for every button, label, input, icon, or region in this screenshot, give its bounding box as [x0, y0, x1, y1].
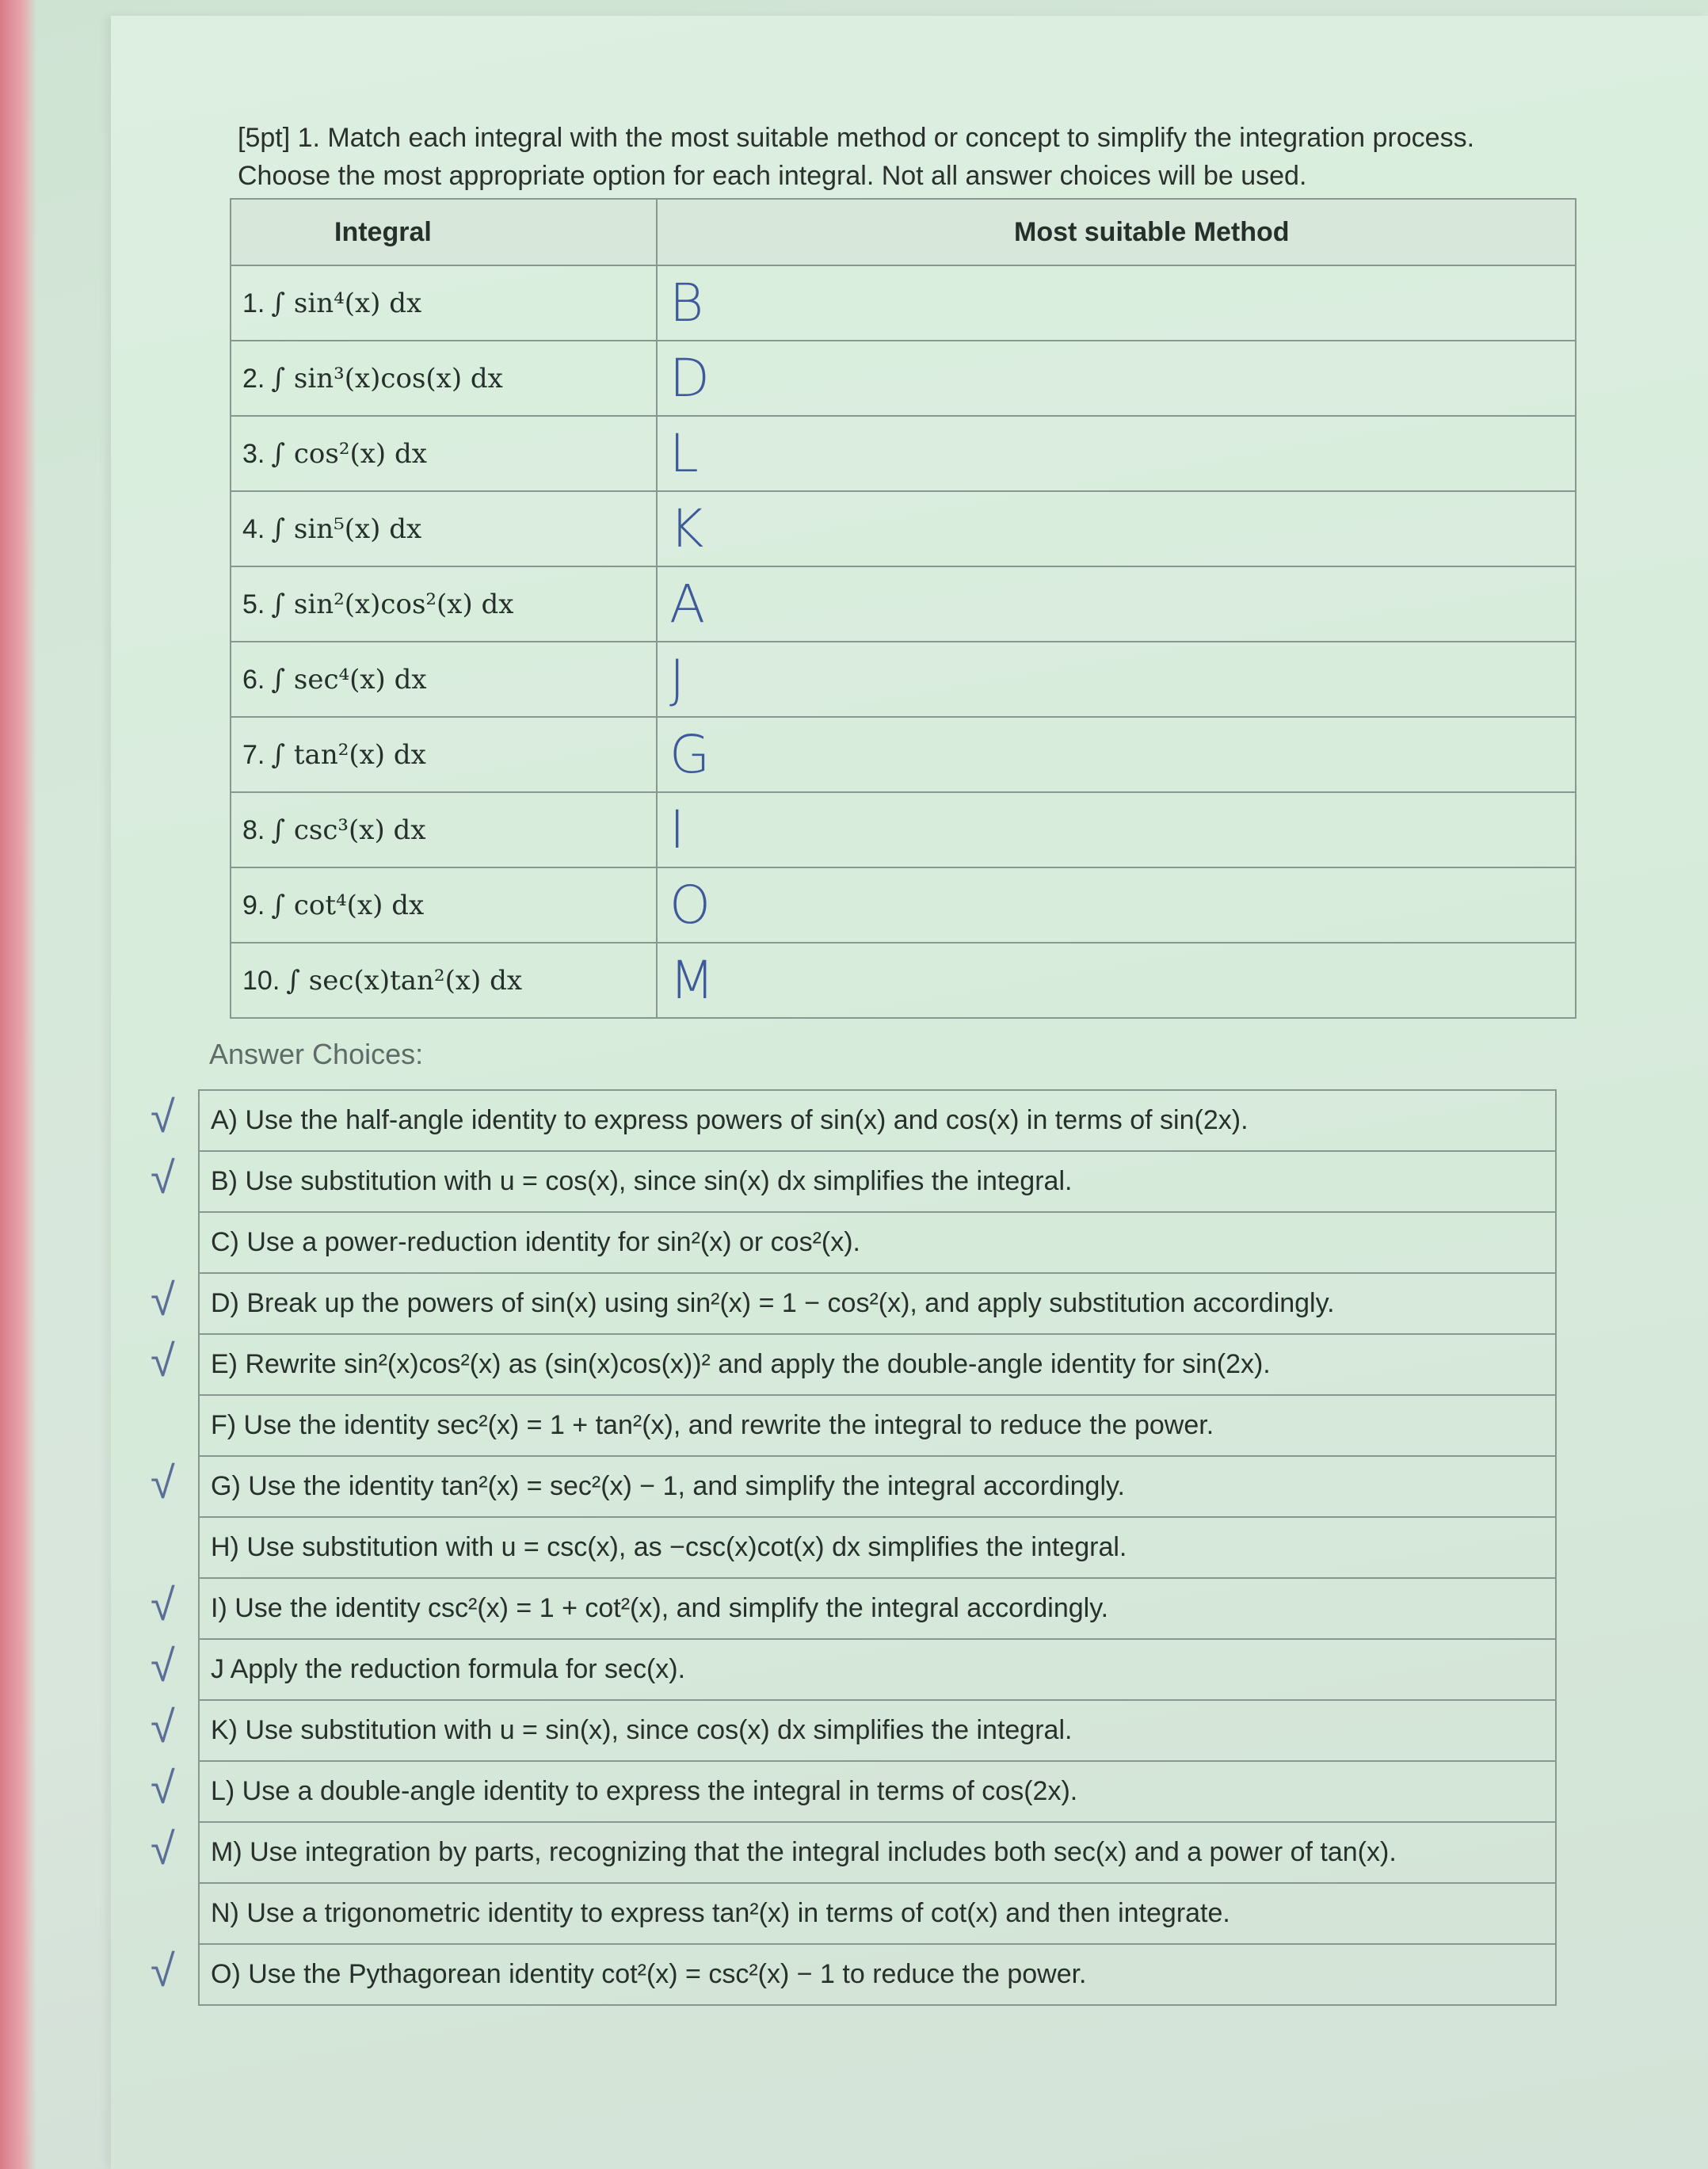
choice-row	[199, 1700, 1556, 1761]
choice-row	[199, 1273, 1556, 1334]
choice-row	[199, 1822, 1556, 1883]
choice-row	[199, 1517, 1556, 1578]
integral-number: 8.	[242, 814, 265, 845]
integral-cell	[231, 265, 657, 341]
handwritten-answer: G	[669, 724, 711, 785]
check-mark-icon: √	[151, 1763, 175, 1814]
method-cell[interactable]	[657, 416, 1576, 491]
check-mark-icon: √	[151, 1336, 175, 1387]
choice-text: K) Use substitution with u = sin(x), since cos(x) dx simplifies the integral.	[199, 1700, 1556, 1761]
check-mark-icon: √	[151, 1153, 175, 1204]
integral-expression: ∫ cot⁴(x) dx	[271, 889, 425, 921]
method-cell[interactable]	[657, 491, 1576, 566]
choice-text: F) Use the identity sec²(x) = 1 + tan²(x), and rewrite the integral to reduce the power.	[199, 1395, 1556, 1456]
choice-text: A) Use the half-angle identity to express powers of sin(x) and cos(x) in terms of sin(2x).	[199, 1090, 1556, 1151]
integral-number: 1.	[242, 288, 265, 318]
choice-row	[199, 1761, 1556, 1822]
choice-text: I) Use the identity csc²(x) = 1 + cot²(x), and simplify the integral accordingly.	[199, 1578, 1556, 1639]
answer-choices-table	[198, 1089, 1557, 2006]
choice-text: H) Use substitution with u = csc(x), as −csc(x)cot(x) dx simplifies the integral.	[199, 1517, 1556, 1578]
integral-table	[230, 198, 1576, 1019]
integral-row	[231, 943, 1576, 1018]
integral-cell	[231, 491, 657, 566]
integral-expression: ∫ csc³(x) dx	[271, 814, 426, 846]
integral-cell	[231, 341, 657, 416]
integral-expression: ∫ sin⁴(x) dx	[271, 287, 422, 319]
choice-text: J Apply the reduction formula for sec(x).	[199, 1639, 1556, 1700]
integral-number: 7.	[242, 739, 265, 770]
handwritten-answer: A	[669, 574, 707, 635]
integral-row	[231, 867, 1576, 943]
choice-row	[199, 1090, 1556, 1151]
integral-table-header	[231, 199, 1576, 265]
choice-text: D) Break up the powers of sin(x) using sin²(x) = 1 − cos²(x), and apply substitution accordingly.	[199, 1273, 1556, 1334]
integral-cell	[231, 792, 657, 867]
integral-row	[231, 416, 1576, 491]
integral-row	[231, 717, 1576, 792]
choice-row	[199, 1395, 1556, 1456]
integral-number: 4.	[242, 513, 265, 544]
desk-edge	[0, 0, 36, 2169]
integral-row	[231, 566, 1576, 642]
integral-expression: ∫ sin³(x)cos(x) dx	[271, 362, 503, 395]
integral-expression: ∫ cos²(x) dx	[271, 437, 427, 470]
method-cell[interactable]	[657, 867, 1576, 943]
question-text: [5pt] 1. Match each integral with the most suitable method or concept to simplify the integration process. Choose the most appropriate option for each integral. Not all answer choices will be used.	[238, 123, 1475, 191]
answer-choices-label: Answer Choices:	[209, 1038, 424, 1070]
choice-row	[199, 1578, 1556, 1639]
integral-row	[231, 792, 1576, 867]
integral-expression: ∫ sec⁴(x) dx	[271, 663, 427, 696]
check-marks	[119, 1089, 198, 2016]
handwritten-answer: J	[669, 649, 686, 710]
integral-number: 10.	[242, 965, 280, 996]
integral-expression: ∫ tan²(x) dx	[271, 738, 426, 771]
integral-number: 3.	[242, 438, 265, 469]
handwritten-answer: M	[669, 950, 715, 1011]
check-mark-icon: √	[151, 1946, 175, 1997]
integral-number: 5.	[242, 589, 265, 619]
choice-text: B) Use substitution with u = cos(x), since sin(x) dx simplifies the integral.	[199, 1151, 1556, 1212]
choice-row	[199, 1151, 1556, 1212]
integral-number: 9.	[242, 890, 265, 921]
check-mark-icon: √	[151, 1580, 175, 1631]
integral-cell	[231, 717, 657, 792]
integral-expression: ∫ sin⁵(x) dx	[271, 513, 422, 545]
method-cell[interactable]	[657, 341, 1576, 416]
choice-row	[199, 1883, 1556, 1944]
integral-expression: ∫ sec(x)tan²(x) dx	[286, 964, 523, 997]
choice-text: L) Use a double-angle identity to express the integral in terms of cos(2x).	[199, 1761, 1556, 1822]
header-integral: Integral	[231, 199, 657, 265]
integral-row	[231, 341, 1576, 416]
choice-row	[199, 1639, 1556, 1700]
choice-row	[199, 1456, 1556, 1517]
integral-cell	[231, 416, 657, 491]
integral-row	[231, 265, 1576, 341]
handwritten-answer: D	[669, 348, 711, 409]
choice-text: G) Use the identity tan²(x) = sec²(x) − 1, and simplify the integral accordingly.	[199, 1456, 1556, 1517]
choice-text: O) Use the Pythagorean identity cot²(x) = csc²(x) − 1 to reduce the power.	[199, 1944, 1556, 2005]
integral-expression: ∫ sin²(x)cos²(x) dx	[271, 588, 514, 620]
method-cell[interactable]	[657, 642, 1576, 717]
handwritten-answer: K	[669, 498, 705, 559]
check-mark-icon: √	[151, 1641, 175, 1692]
choice-text: E) Rewrite sin²(x)cos²(x) as (sin(x)cos(x))² and apply the double-angle identity for sin(2x).	[199, 1334, 1556, 1395]
check-mark-icon: √	[151, 1275, 175, 1326]
handwritten-answer: O	[669, 875, 711, 936]
header-method: Most suitable Method	[657, 199, 1576, 265]
check-mark-icon: √	[151, 1092, 175, 1143]
choice-text: M) Use integration by parts, recognizing that the integral includes both sec(x) and a power of tan(x).	[199, 1822, 1556, 1883]
integral-number: 2.	[242, 363, 265, 394]
integral-row	[231, 642, 1576, 717]
integral-cell	[231, 867, 657, 943]
handwritten-answer: L	[669, 423, 700, 484]
method-cell[interactable]	[657, 265, 1576, 341]
method-cell[interactable]	[657, 566, 1576, 642]
check-mark-icon: √	[151, 1458, 175, 1509]
check-mark-icon: √	[151, 1702, 175, 1753]
method-cell[interactable]	[657, 943, 1576, 1018]
handwritten-answer: I	[669, 799, 686, 860]
choice-text: C) Use a power-reduction identity for sin²(x) or cos²(x).	[199, 1212, 1556, 1273]
check-mark-icon: √	[151, 1824, 175, 1875]
method-cell[interactable]	[657, 792, 1576, 867]
handwritten-answer: B	[669, 273, 705, 334]
integral-row	[231, 491, 1576, 566]
integral-cell	[231, 566, 657, 642]
choice-text: N) Use a trigonometric identity to express tan²(x) in terms of cot(x) and then integrate.	[199, 1883, 1556, 1944]
method-cell[interactable]	[657, 717, 1576, 792]
integral-cell	[231, 943, 657, 1018]
choice-row	[199, 1334, 1556, 1395]
integral-number: 6.	[242, 664, 265, 695]
choice-row	[199, 1944, 1556, 2005]
choice-row	[199, 1212, 1556, 1273]
integral-cell	[231, 642, 657, 717]
